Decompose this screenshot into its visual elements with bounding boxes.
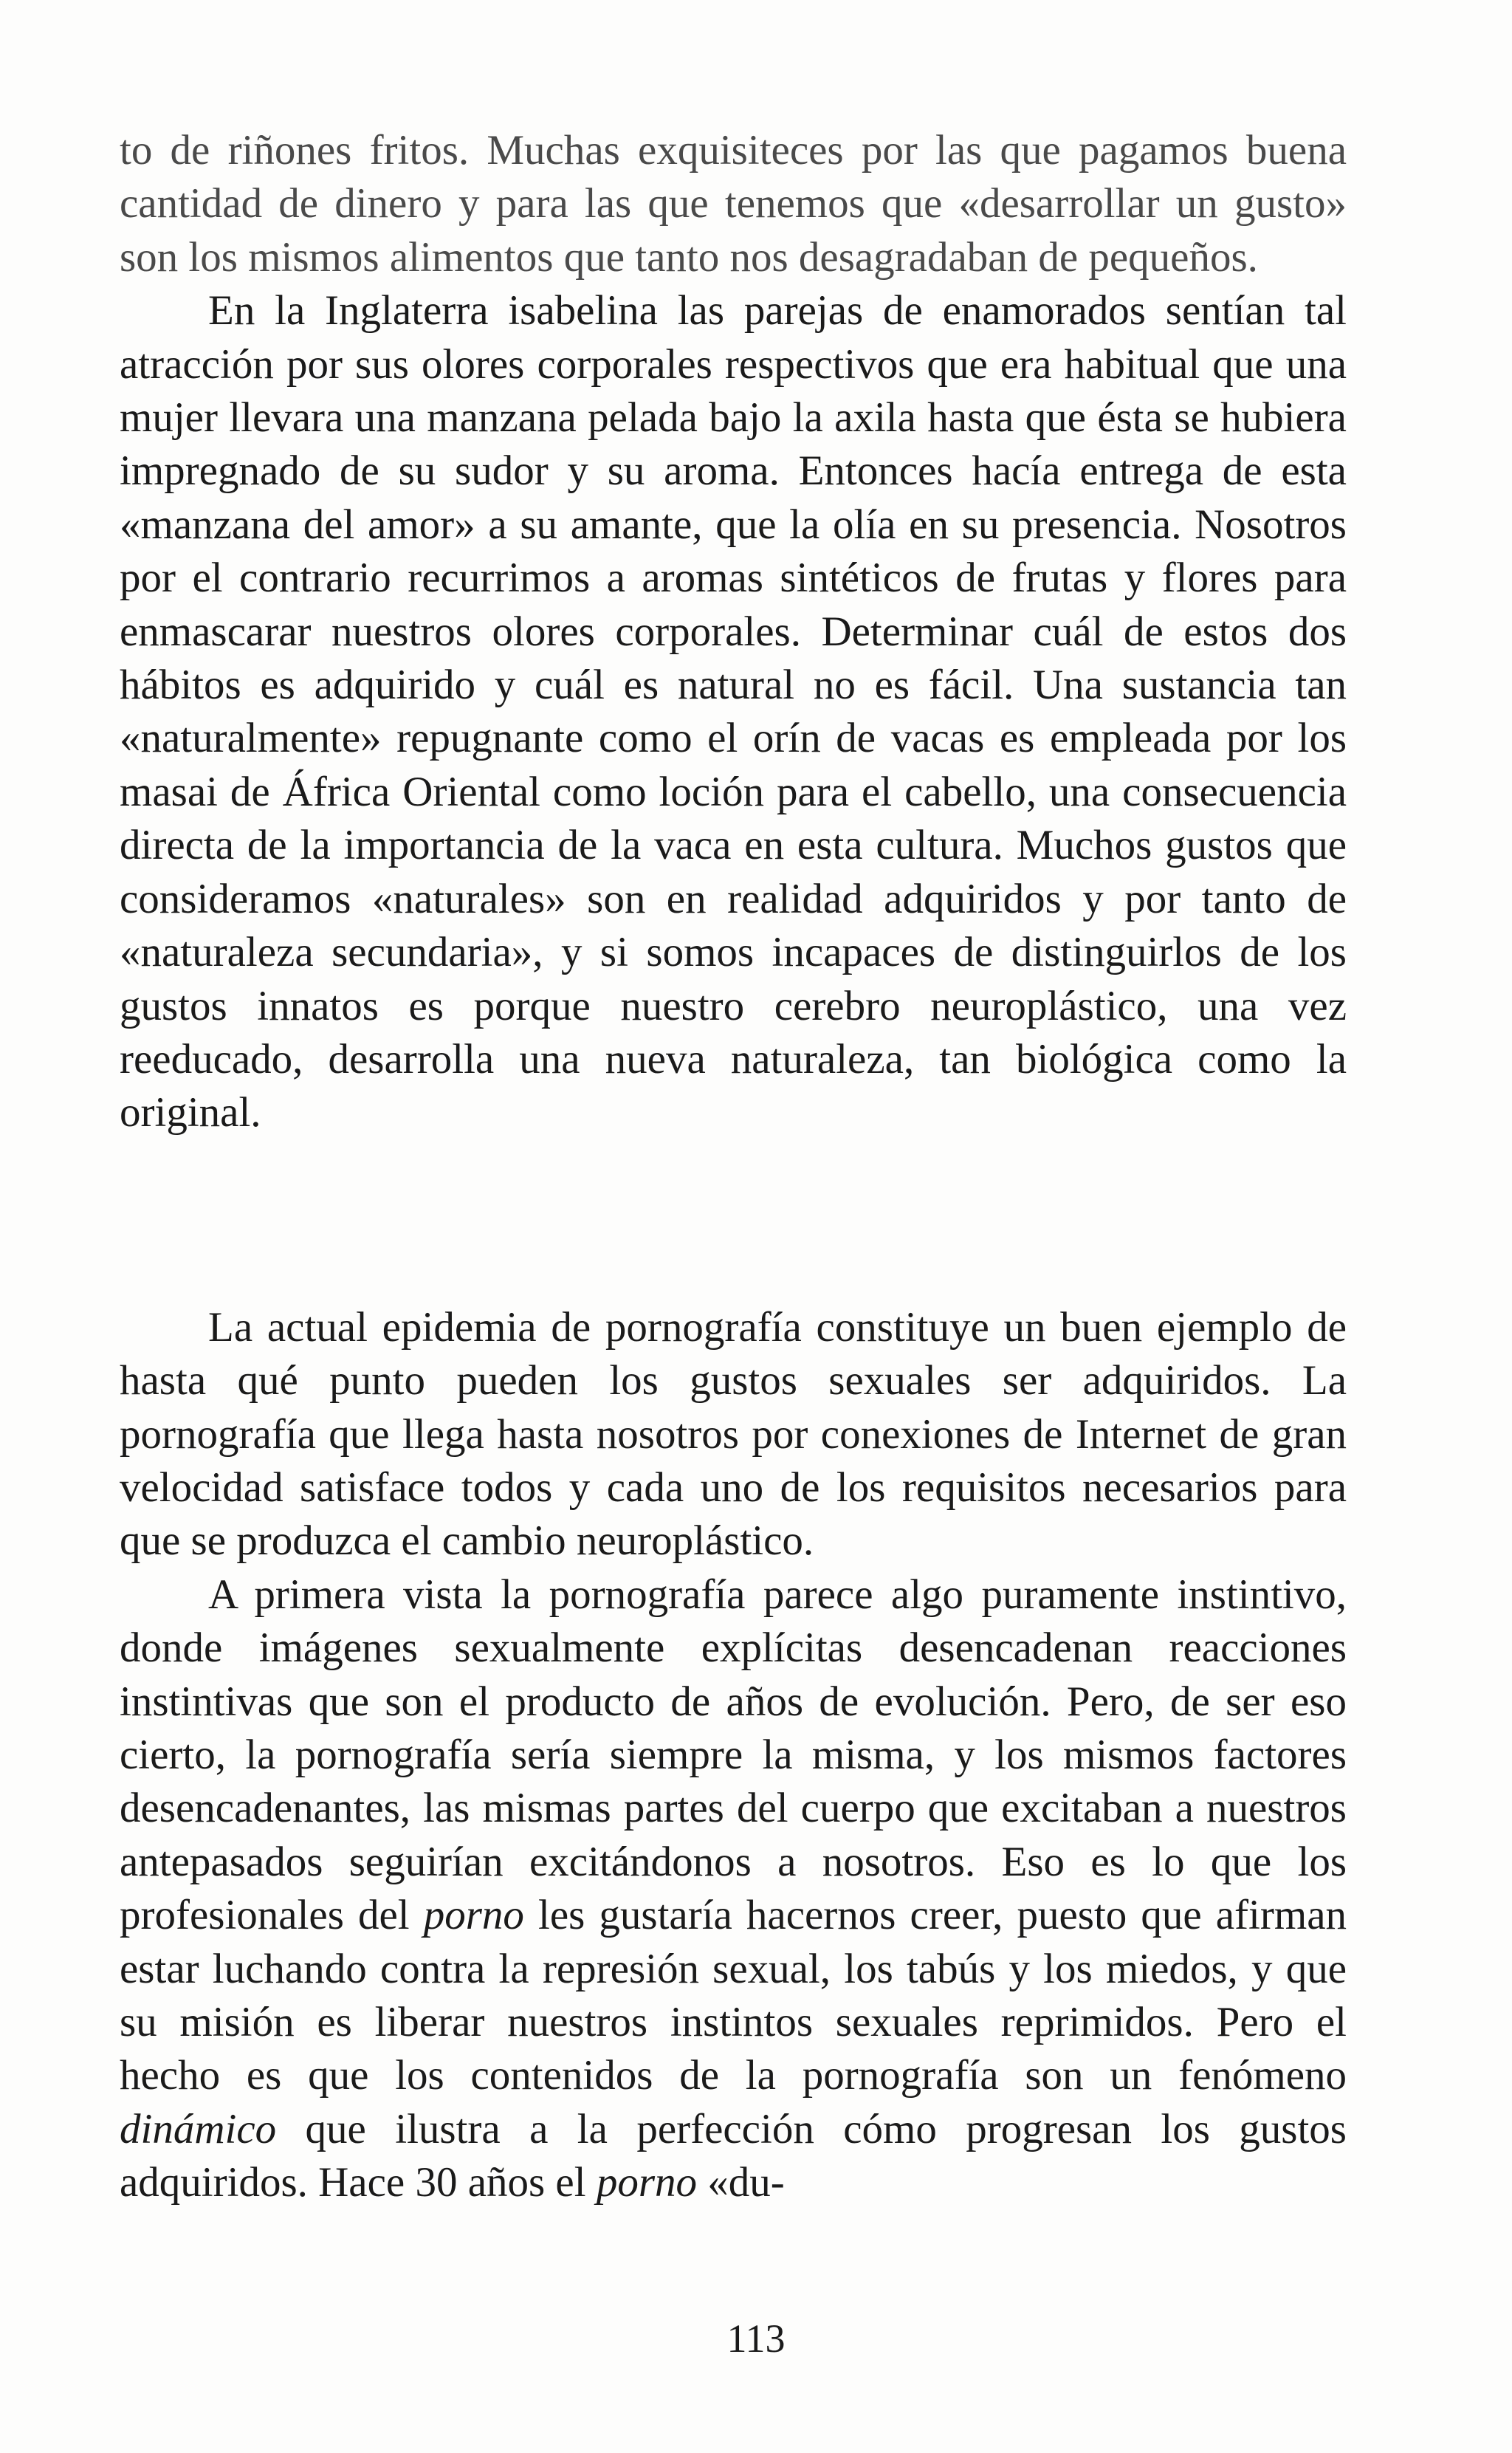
body-text	[120, 124, 1347, 2210]
italic-porno-1: porno	[423, 1892, 524, 1939]
paragraph-primera-vista-part4: «du-	[697, 2159, 785, 2206]
paragraph-primera-vista-part1: A primera vista la pornografía parece algo puramente instintivo, donde imágenes sexualmente explícitas desencadenan reacciones instintivas que son el producto de años de evolución. Pero, de ser eso cierto, la pornografía sería siempre la misma, y los mismos factores desencadenantes, las mismas partes del cuerpo que excitaban a nuestros antepasados seguirían excitándonos a nosotros. Eso es lo que los profesionales del	[120, 1571, 1347, 1939]
paragraph-epidemia: La actual epidemia de pornografía constituye un buen ejemplo de hasta qué punto pueden los gustos sexuales ser adquiridos. La pornografía que llega hasta nosotros por conexiones de Internet de gran velocidad satisface todos y cada uno de los requisitos necesarios para que se produzca el cambio neuroplástico.	[120, 1303, 1347, 1565]
paragraph-primera-vista-part3: que ilustra a la perfección cómo progresan los gustos adquiridos. Hace 30 años el	[120, 2105, 1347, 2206]
italic-dinamico: dinámico	[120, 2105, 277, 2152]
paragraph-primera-vista-part2: les gustaría hacernos creer, puesto que afirman estar luchando contra la represión sexual, los tabús y los miedos, y que su misión es liberar nuestros instintos sexuales reprimidos. Pero el hecho es que los contenidos de la pornografía son un fenómeno	[120, 1892, 1347, 2099]
paragraph-isabelina: En la Inglaterra isabelina las parejas de enamorados sentían tal atracción por sus olores corporales respectivos que era habitual que una mujer llevara una manzana pelada bajo la axila hasta que ésta se hubiera impregnado de su sudor y su aroma. Entonces hacía entrega de esta «manzana del amor» a su amante, que la olía en su presencia. Nosotros por el contrario recurrimos a aromas sintéticos de frutas y flores para enmascarar nuestros olores corporales. Determinar cuál de estos dos hábitos es adquirido y cuál es natural no es fácil. Una sustancia tan «naturalmente» repugnante como el orín de vacas es empleada por los masai de África Oriental como loción para el cabello, una consecuencia directa de la importancia de la vaca en esta cultura. Muchos gustos que consideramos «naturales» son en realidad adquiridos y por tanto de «naturaleza secundaria», y si somos incapaces de distinguirlos de los gustos innatos es porque nuestro cerebro neuroplástico, una vez reeducado, desarrolla una nueva naturaleza, tan biológica como la original.	[120, 287, 1347, 1136]
paragraph-primera-vista	[120, 1568, 1347, 2210]
italic-porno-2: porno	[596, 2159, 698, 2206]
paragraph-continued: to de riñones fritos. Muchas exquisiteces por las que pagamos buena cantidad de dinero y para las que tenemos que «desarrollar un gusto» son los mismos alimentos que tanto nos desagradaban de pequeños.	[120, 127, 1347, 281]
page-number: 113	[726, 2316, 786, 2361]
section-break	[120, 1140, 1347, 1301]
